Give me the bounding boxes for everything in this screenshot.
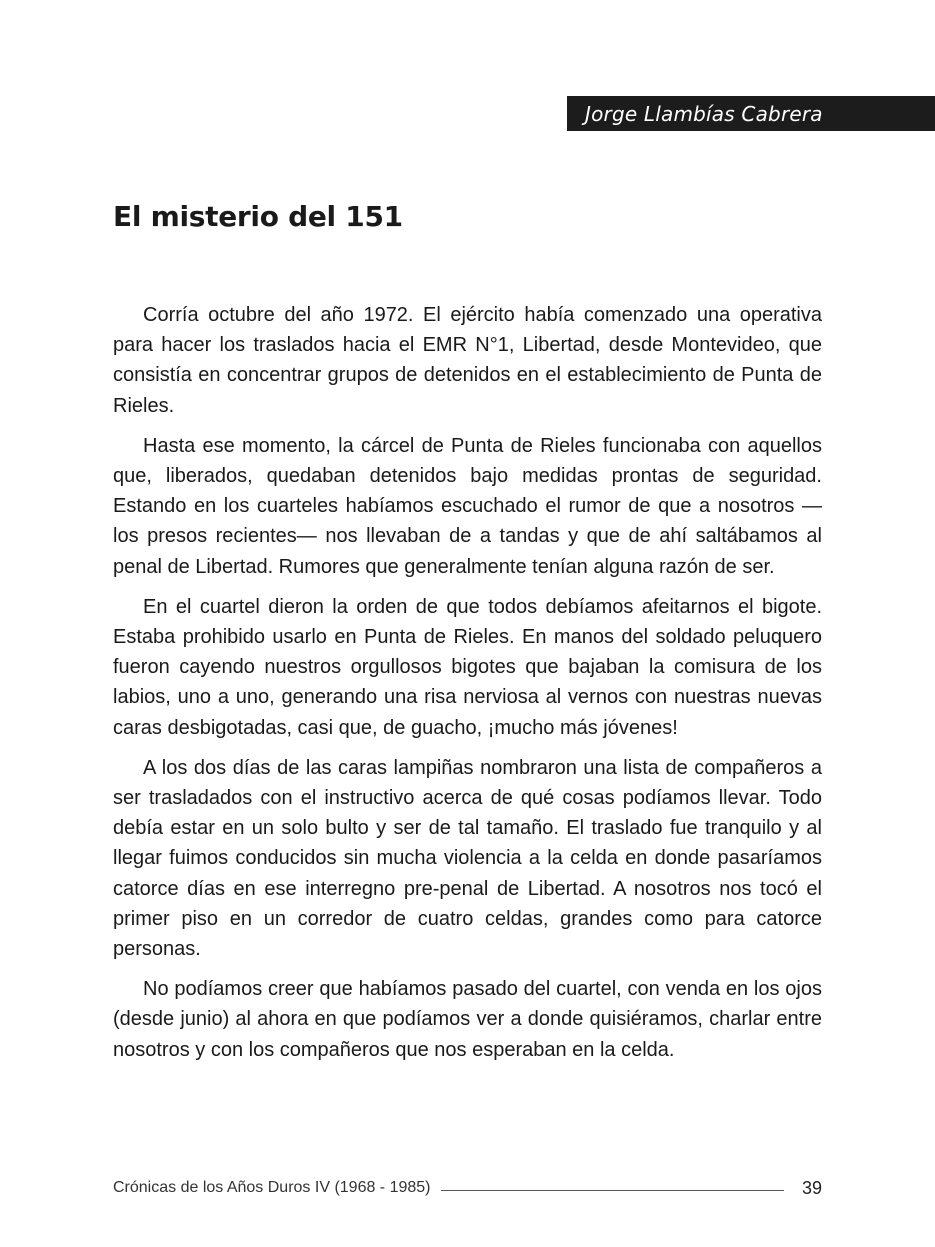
paragraph-4: A los dos días de las caras lampiñas nombraron una lista de compañeros a ser trasladados con el instructivo acerca de qué cosas podíamos llevar. Todo debía estar en un solo bulto y ser de tal tamaño. El traslado fue tranquilo y al llegar fuimos conducidos sin mucha violencia a la celda en donde pasaríamos catorce días en ese interregno pre-penal de Libertad. A nosotros nos tocó el primer piso en un corredor de cuatro celdas, grandes como para catorce personas.	[113, 756, 822, 961]
page-number: 39	[801, 1177, 822, 1198]
paragraph-2: Hasta ese momento, la cárcel de Punta de Rieles funcionaba con aquellos que, liberados, quedaban detenidos bajo medidas prontas de seguridad. Estando en los cuarteles habíamos escuchado el rumor de que a nosotros —los presos recientes— nos llevaban de a tandas y que de ahí saltábamos al penal de Libertad. Rumores que generalmente tenían alguna razón de ser.	[113, 434, 822, 578]
page-footer	[113, 1174, 822, 1202]
paragraph-1: Corría octubre del año 1972. El ejército había comenzado una operativa para hacer los traslados hacia el EMR N°1, Libertad, desde Montevideo, que consistía en concentrar grupos de detenidos en el establecimiento de Punta de Rieles.	[113, 304, 822, 417]
author-name: Jorge Llambías Cabrera	[585, 101, 823, 126]
chapter-title: El misterio del 151	[113, 200, 403, 233]
body-text	[113, 300, 822, 1075]
footer-book-title: Crónicas de los Años Duros IV (1968 - 1985)	[113, 1179, 431, 1196]
paragraph-5: No podíamos creer que habíamos pasado del cuartel, con venda en los ojos (desde junio) al ahora en que podíamos ver a donde quisiéramos, charlar entre nosotros y con los compañeros que nos esperaban en la celda.	[113, 978, 822, 1061]
paragraph-3: En el cuartel dieron la orden de que todos debíamos afeitarnos el bigote. Estaba prohibido usarlo en Punta de Rieles. En manos del soldado peluquero fueron cayendo nuestros orgullosos bigotes que bajaban la comisura de los labios, uno a uno, generando una risa nerviosa al vernos con nuestras nuevas caras desbigotadas, casi que, de guacho, ¡mucho más jóvenes!	[113, 595, 822, 739]
author-header-band	[567, 96, 935, 131]
footer-divider	[441, 1190, 784, 1191]
